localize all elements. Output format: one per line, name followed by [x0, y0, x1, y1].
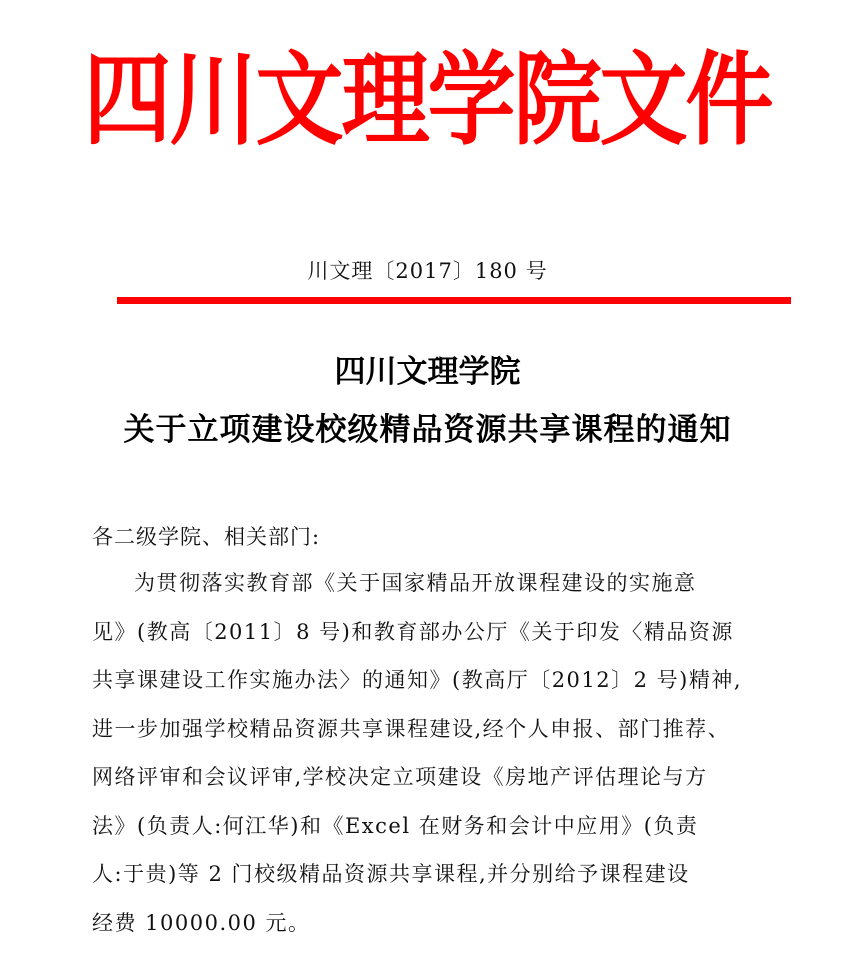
body-line: 网络评审和会议评审,学校决定立项建设《房地产评估理论与方 — [92, 759, 782, 808]
document-number: 川文理〔2017〕180 号 — [0, 256, 855, 286]
body-line: 共享课建设工作实施办法〉的通知》(教高厅〔2012〕2 号)精神, — [92, 662, 782, 711]
body-line: 见》(教高〔2011〕8 号)和教育部办公厅《关于印发〈精品资源 — [92, 614, 782, 663]
body-paragraph — [92, 565, 782, 953]
document-title-subject: 关于立项建设校级精品资源共享课程的通知 — [0, 408, 855, 452]
body-line: 人:于贵)等 2 门校级精品资源共享课程,并分别给予课程建设 — [92, 856, 782, 905]
body-line: 经费 10000.00 元。 — [92, 905, 782, 953]
body-line: 为贯彻落实教育部《关于国家精品开放课程建设的实施意 — [92, 565, 782, 614]
body-line: 进一步加强学校精品资源共享课程建设,经个人申报、部门推荐、 — [92, 711, 782, 760]
document-masthead: 四川文理学院文件 — [0, 36, 855, 163]
document-title-issuer: 四川文理学院 — [0, 350, 855, 394]
red-divider-rule — [117, 297, 791, 304]
body-line: 法》(负责人:何江华)和《Excel 在财务和会计中应用》(负责 — [92, 808, 782, 857]
salutation: 各二级学院、相关部门: — [92, 519, 320, 555]
